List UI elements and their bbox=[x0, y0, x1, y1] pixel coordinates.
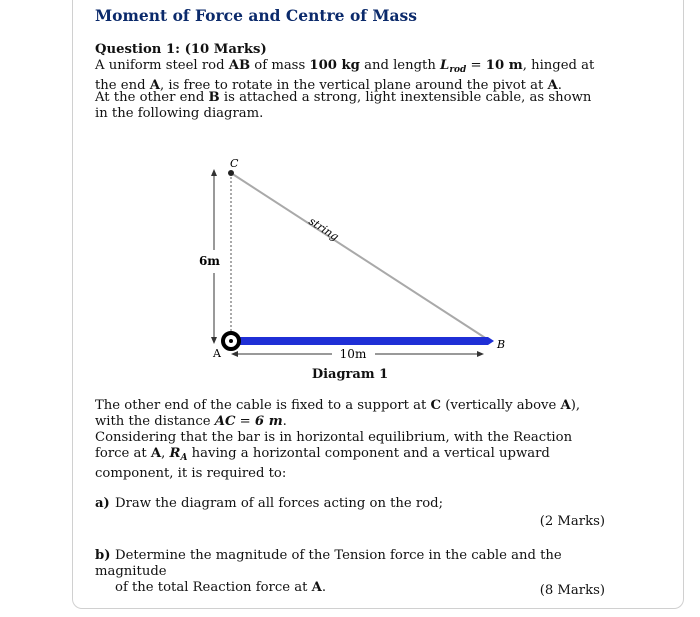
text-run: Considering that the bar is in horizontal equilibrium, with the Reaction force at bbox=[95, 430, 573, 461]
part-a bbox=[95, 496, 607, 512]
point-a-label: A bbox=[213, 347, 221, 360]
text-run: . bbox=[321, 580, 327, 595]
question-heading bbox=[95, 42, 607, 58]
part-b-marks: (8 Marks) bbox=[539, 583, 605, 598]
rod-mass: 100 kg bbox=[309, 58, 360, 73]
text-run: of mass bbox=[250, 58, 310, 73]
height-arrowhead-down bbox=[211, 337, 217, 344]
text-run: ), with the distance bbox=[95, 398, 581, 429]
part-b bbox=[95, 548, 607, 596]
part-a-text: Draw the diagram of all forces acting on the rod; bbox=[115, 496, 444, 511]
rod bbox=[231, 337, 488, 345]
text-run: (vertically above bbox=[441, 398, 561, 413]
rod-name: AB bbox=[228, 58, 251, 73]
text-run: , hinged at the end bbox=[95, 58, 595, 93]
rod-length: 10 m bbox=[485, 58, 523, 73]
point-b: B bbox=[208, 90, 220, 105]
part-b-text-line2: of the total Reaction force at bbox=[115, 580, 312, 595]
length-subscript: rod bbox=[449, 65, 467, 75]
question-label: Question 1: bbox=[95, 42, 181, 57]
height-arrowhead-up bbox=[211, 169, 217, 176]
equals: = bbox=[235, 414, 255, 429]
pivot-a-center bbox=[229, 339, 233, 343]
text-run: , is free to rotate in the vertical plane around the pivot at bbox=[159, 78, 548, 93]
text-run: is attached a strong, light inextensible cable, as shown in the following diagram. bbox=[95, 90, 592, 121]
rod-end-b bbox=[488, 337, 494, 345]
text-run: At the other end bbox=[95, 90, 209, 105]
length-arrowhead-right bbox=[477, 351, 484, 357]
part-b-label: b) bbox=[95, 548, 111, 563]
length-label: 10m bbox=[339, 347, 367, 361]
question-paragraph-4 bbox=[95, 430, 607, 482]
text-run: , bbox=[161, 446, 170, 461]
text-run: A uniform steel rod bbox=[95, 58, 229, 73]
point-c-label: C bbox=[230, 157, 239, 170]
part-b-line2 bbox=[95, 580, 326, 595]
reaction-subscript: A bbox=[180, 453, 188, 463]
point-a: A bbox=[311, 580, 322, 595]
equals: = bbox=[466, 58, 486, 73]
length-arrowhead-left bbox=[231, 351, 238, 357]
point-a: A bbox=[149, 78, 160, 93]
distance-symbol: AC bbox=[214, 414, 236, 429]
text-run: The other end of the cable is fixed to a support at bbox=[95, 398, 431, 413]
text-run: and length bbox=[359, 58, 441, 73]
point-c: C bbox=[430, 398, 442, 413]
page-title: Moment of Force and Centre of Mass bbox=[95, 6, 417, 25]
text-run: having a horizontal component and a vertical upward component, it is required to: bbox=[95, 446, 550, 481]
part-a-marks: (2 Marks) bbox=[539, 514, 605, 529]
point-a: A bbox=[150, 446, 162, 461]
point-a: A bbox=[560, 398, 571, 413]
reaction-symbol: R bbox=[169, 446, 181, 461]
point-b-label: B bbox=[497, 338, 506, 351]
question-paragraph-1 bbox=[95, 58, 607, 94]
text-run: . bbox=[557, 78, 562, 93]
text-run: . bbox=[282, 414, 287, 429]
diagram-svg bbox=[190, 155, 510, 385]
part-a-label: a) bbox=[95, 496, 110, 511]
part-b-text-line1: Determine the magnitude of the Tension force in the cable and the magnitude bbox=[95, 548, 562, 579]
string-label: string bbox=[306, 214, 342, 244]
question-paragraph-2 bbox=[95, 90, 607, 122]
point-c-dot bbox=[228, 170, 234, 176]
question-paragraph-3 bbox=[95, 398, 607, 430]
question-marks: (10 Marks) bbox=[184, 42, 267, 57]
point-a: A bbox=[547, 78, 558, 93]
height-label: 6m bbox=[198, 254, 220, 268]
length-symbol: L bbox=[440, 58, 450, 73]
diagram-1 bbox=[190, 155, 510, 385]
distance-value: 6 m bbox=[254, 414, 283, 429]
diagram-caption: Diagram 1 bbox=[311, 367, 389, 382]
string-line bbox=[231, 173, 490, 341]
